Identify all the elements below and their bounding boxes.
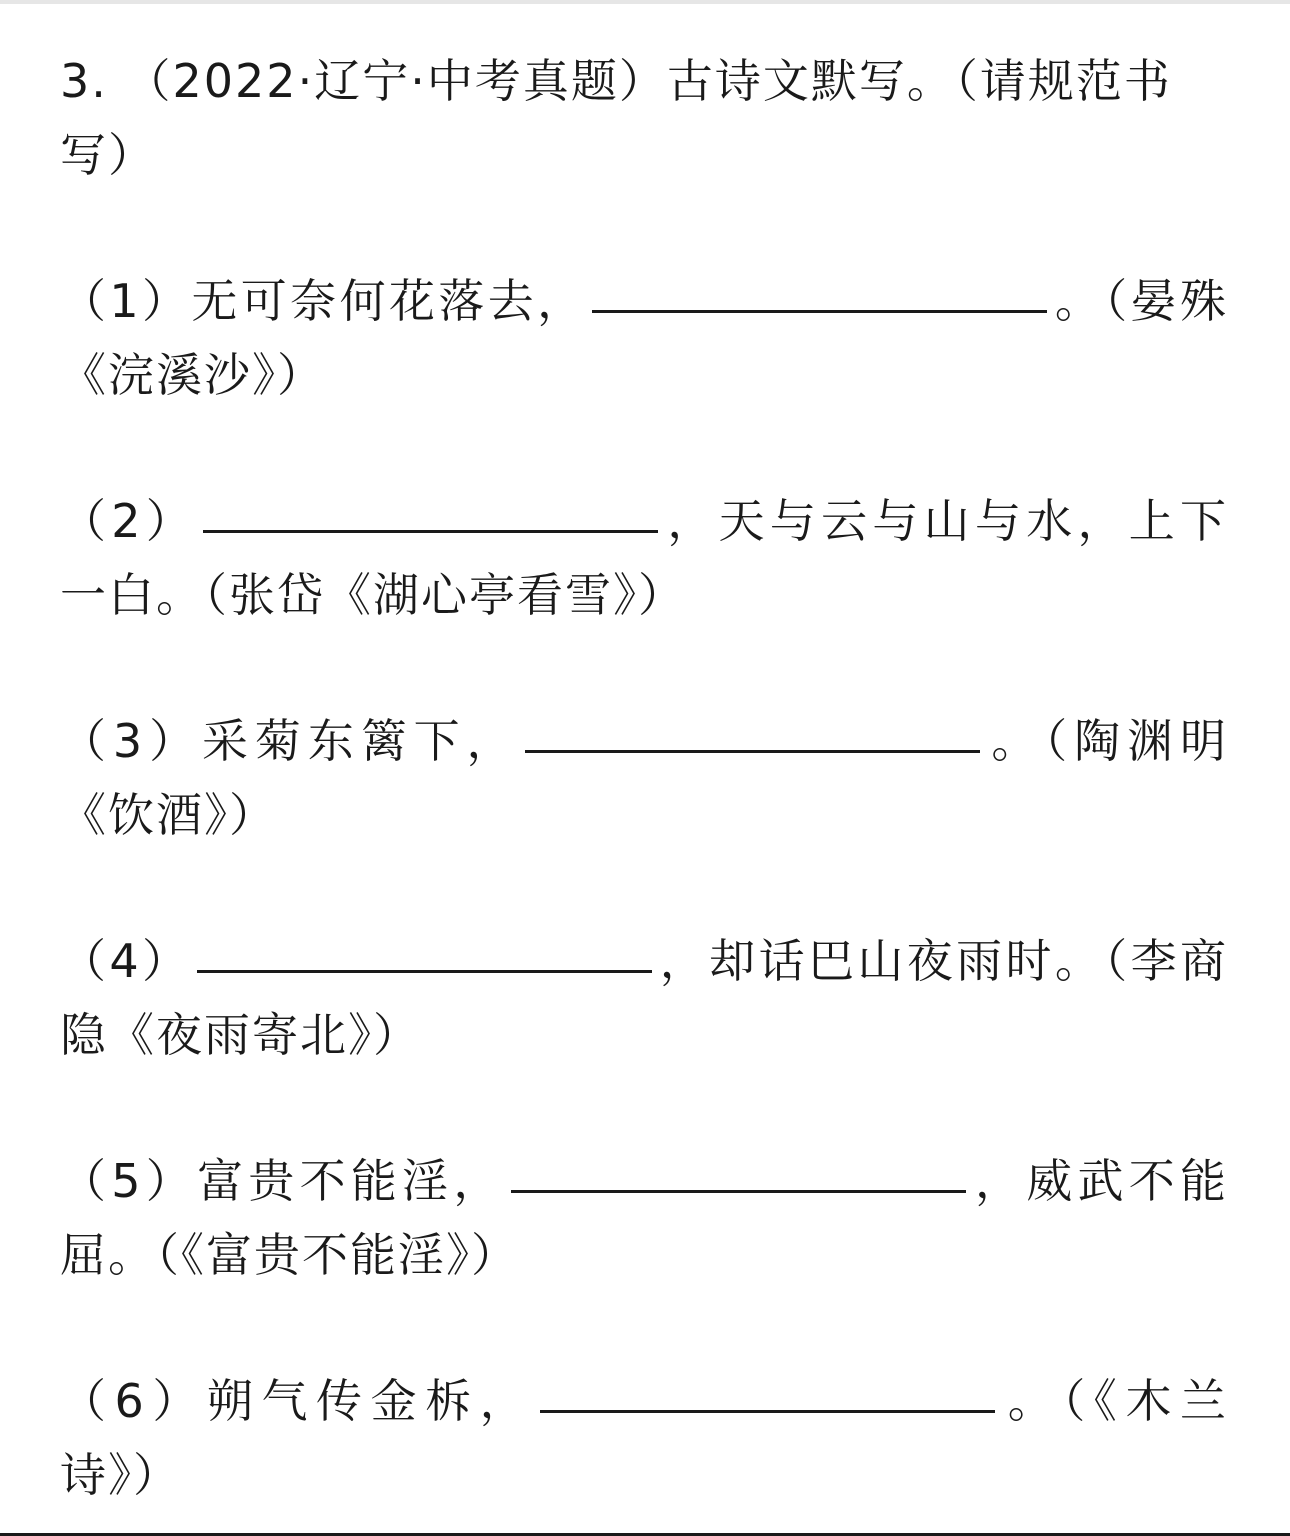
item-text-after: ，却话巴山夜雨时。（李商隐《夜雨寄北》） [60,934,1228,1062]
item-number: （2） [60,494,198,548]
item-text-before: 无可奈何花落去， [191,274,587,328]
top-divider [0,0,1290,4]
question-block [60,44,1228,1512]
item-text-after: 。（陶渊明《饮酒》） [60,714,1228,842]
fill-item-3 [60,704,1228,852]
answer-blank[interactable] [592,308,1047,313]
fill-item-2 [60,484,1228,632]
item-text-before: 采菊东篱下， [202,714,520,768]
item-text-after: 。（《木兰诗》） [60,1374,1228,1502]
answer-blank[interactable] [540,1408,995,1413]
item-text-before: 富贵不能淫， [197,1154,505,1208]
answer-blank[interactable] [525,748,980,753]
item-text-after: ，天与云与山与水，上下一白。（张岱《湖心亭看雪》） [60,494,1228,622]
answer-blank[interactable] [203,528,658,533]
fill-item-4 [60,924,1228,1072]
item-number: （4） [60,934,192,988]
answer-blank[interactable] [511,1188,966,1193]
fill-item-6 [60,1364,1228,1512]
fill-item-1 [60,264,1228,412]
item-text-before: 朔气传金柝， [206,1374,535,1428]
item-number: （3） [60,714,202,768]
item-number: （6） [60,1374,207,1428]
answer-blank[interactable] [197,968,652,973]
item-text-after: 。（晏殊《浣溪沙》） [60,274,1229,402]
question-title: 3. （2022·辽宁·中考真题）古诗文默写。（请规范书写） [60,54,1172,182]
fill-item-5 [60,1144,1228,1292]
item-text-after: ，威武不能屈。（《富贵不能淫》） [60,1154,1228,1282]
item-number: （5） [60,1154,198,1208]
item-number: （1） [60,274,192,328]
